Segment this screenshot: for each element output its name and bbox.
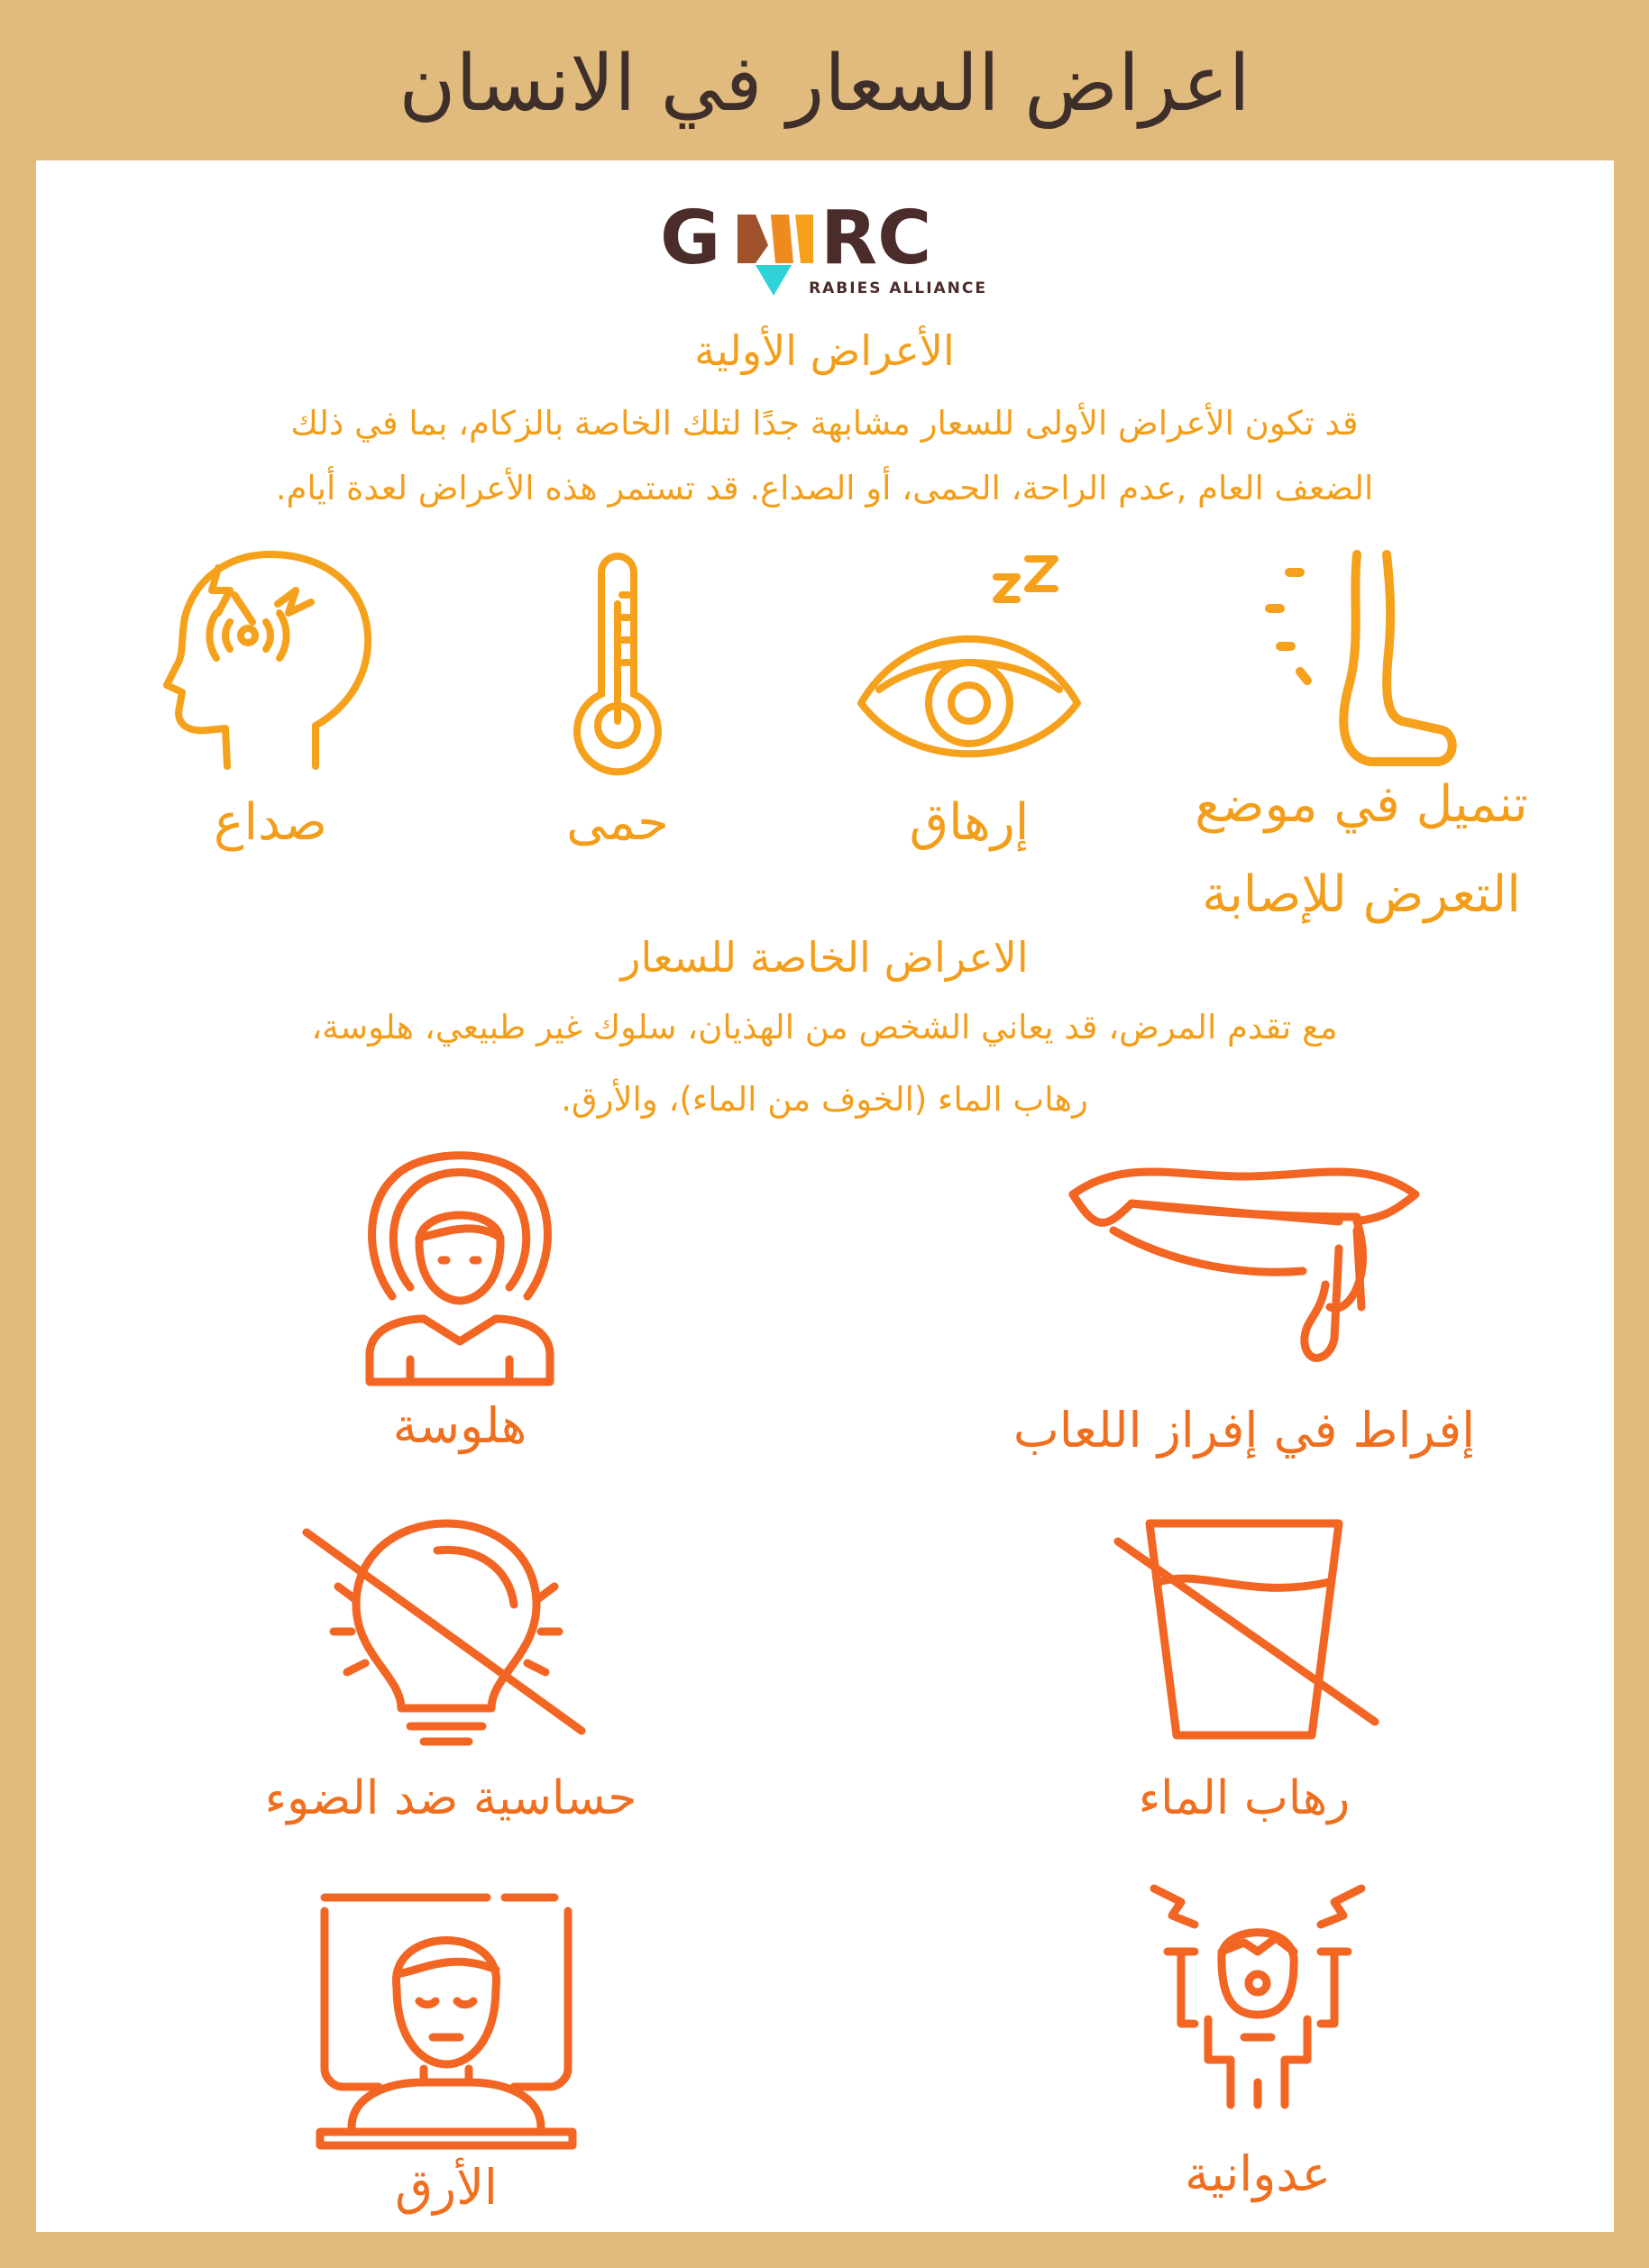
initial-heading: الأعراض الأولية: [694, 326, 955, 375]
symptom-label-aggression: عدوانية: [1185, 2145, 1331, 2202]
logo-mark-left: [737, 215, 768, 263]
logo-mark-triangle: [756, 265, 792, 296]
symptom-label-drooling: إفراط في إفراز اللعاب: [1012, 1402, 1476, 1459]
symptom-label-tingling-line1: تنميل في موضع: [1195, 775, 1528, 834]
specific-heading: الاعراض الخاصة للسعار: [620, 933, 1029, 982]
logo-letters-rc: RC: [820, 196, 932, 281]
symptom-label-hydrophobia: رهاب الماء: [1138, 1771, 1351, 1825]
page-title: اعراض السعار في الانسان: [399, 39, 1250, 129]
symptom-label-hallucination: هلوسة: [392, 1397, 527, 1454]
logo-letter-g: G: [660, 196, 721, 281]
initial-text-line1: قد تكون الأعراض الأولى للسعار مشابهة جدًا لتلك الخاصة بالزكام، بما في ذلك: [290, 404, 1359, 443]
drooling-mouth-icon: [1068, 1149, 1420, 1375]
logo-mark-right: [795, 215, 813, 263]
symptom-label-headache: صداع: [214, 793, 327, 852]
symptom-label-photophobia: حساسية ضد الضوء: [264, 1771, 637, 1825]
symptom-label-tingling-line2: التعرض للإصابة: [1202, 865, 1521, 924]
no-water-icon: [1113, 1514, 1375, 1744]
specific-text-line1: مع تقدم المرض، قد يعاني الشخص من الهذيان، سلوك غير طبيعي، هلوسة،: [311, 1008, 1338, 1047]
garc-logo: [658, 189, 992, 302]
logo-tagline: RABIES ALLIANCE: [809, 279, 987, 297]
initial-text-line2: الضعف العام ,عدم الراحة، الحمى، أو الصداع. قد تستمر هذه الأعراض لعدة أيام.: [275, 469, 1374, 508]
garc-logo-graphic: [658, 189, 992, 302]
thermometer-icon: [563, 550, 672, 775]
logo-mark-middle: [771, 215, 793, 263]
insomnia-icon: [316, 1888, 577, 2150]
headache-icon: [162, 541, 379, 775]
hallucination-icon: [356, 1143, 563, 1395]
foot-tingling-icon: [1253, 545, 1461, 771]
symptom-label-fever: حمى: [566, 793, 669, 852]
no-light-icon: [302, 1514, 591, 1744]
aggression-icon: [1145, 1879, 1370, 2109]
symptom-label-insomnia: الأرق: [395, 2159, 498, 2216]
symptom-label-fatigue: إرهاق: [909, 793, 1030, 852]
sleepy-eye-icon: [857, 554, 1082, 744]
specific-text-line2: رهاب الماء (الخوف من الماء)، والأرق.: [561, 1080, 1088, 1119]
